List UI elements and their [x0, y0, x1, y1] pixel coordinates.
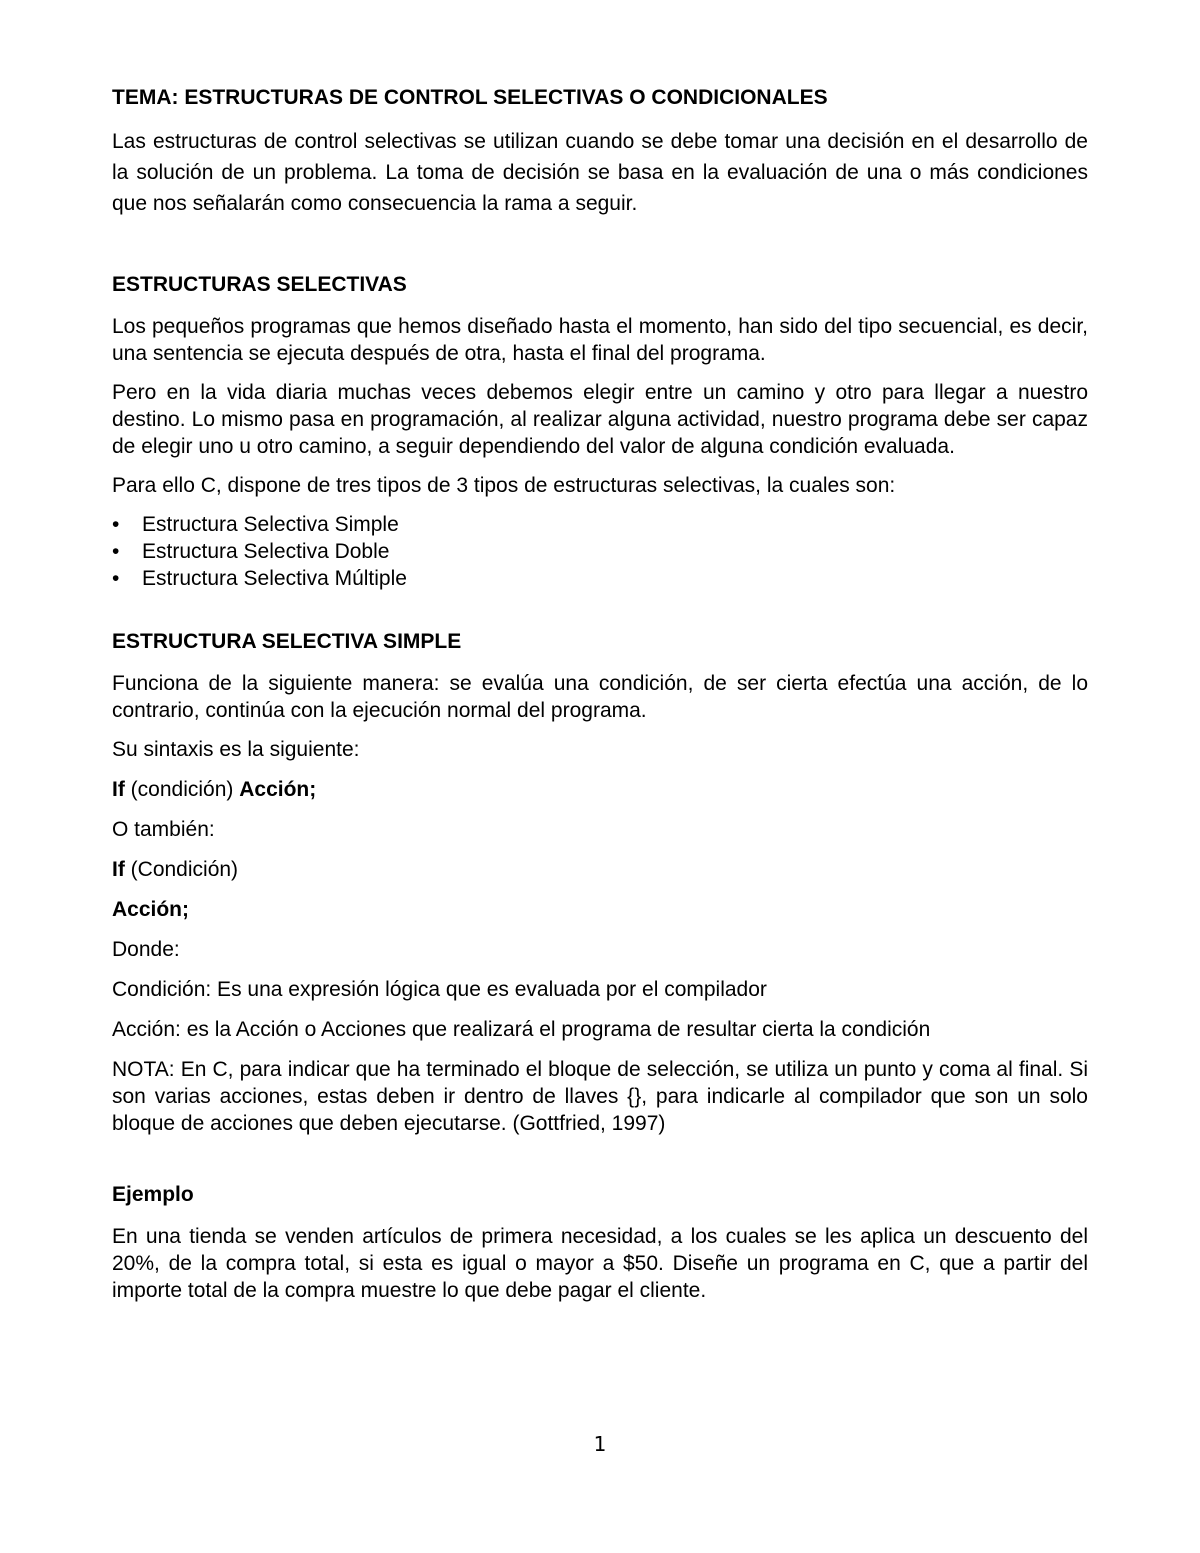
intro-paragraph: Las estructuras de control selectivas se utilizan cuando se debe tomar una decisión en el desarrollo de la solución de un problema. La toma de decisión se basa en la evaluación de una o más condiciones que nos señalarán como consecuencia la rama a seguir. — [112, 130, 1088, 215]
list-item — [112, 511, 1088, 538]
paragraph-donde: Donde: — [112, 938, 180, 961]
paragraph-funciona: Funciona de la siguiente manera: se evalúa una condición, de ser cierta efectúa una acción, de lo contrario, continúa con la ejecución normal del programa. — [112, 672, 1088, 722]
syntax-line-1 — [112, 776, 1088, 804]
syntax-keyword: If — [112, 778, 125, 801]
syntax-keyword: If — [112, 858, 125, 881]
syntax-action: Acción; — [239, 778, 317, 801]
list-item — [112, 538, 1088, 565]
paragraph-sintaxis: Su sintaxis es la siguiente: — [112, 738, 360, 761]
structure-types-list — [112, 511, 1088, 592]
section-heading-estructuras-selectivas: ESTRUCTURAS SELECTIVAS — [112, 273, 407, 296]
bullet-icon: • — [112, 567, 120, 590]
list-item-label: Estructura Selectiva Simple — [142, 513, 399, 536]
syntax-condition: (condición) — [124, 778, 240, 801]
list-item-label: Estructura Selectiva Doble — [142, 540, 390, 563]
paragraph-vida-diaria: Pero en la vida diaria muchas veces debemos elegir entre un camino y otro para llegar a nuestro destino. Lo mismo pasa en programación, al realizar alguna actividad, nuestro programa debe ser capaz de elegir uno u otro camino, a seguir dependiendo del valor de alguna condición evaluada. — [112, 381, 1088, 458]
list-item-label: Estructura Selectiva Múltiple — [142, 567, 407, 590]
spacer — [112, 1149, 1088, 1181]
section-heading-selectiva-simple: ESTRUCTURA SELECTIVA SIMPLE — [112, 630, 462, 653]
paragraph-tipos: Para ello C, dispone de tres tipos de 3 tipos de estructuras selectivas, la cuales son: — [112, 474, 896, 497]
paragraph-ejemplo: En una tienda se venden artículos de primera necesidad, a los cuales se les aplica un descuento del 20%, de la compra total, si esta es igual o mayor a $50. Diseñe un programa en C, que a partir del importe total de la compra muestre lo que debe pagar el cliente. — [112, 1225, 1088, 1302]
syntax-line-2 — [112, 856, 1088, 884]
document-page — [112, 84, 1088, 1316]
section-heading-ejemplo: Ejemplo — [112, 1183, 194, 1206]
definition-action: Acción: es la Acción o Acciones que realizará el programa de resultar cierta la condición — [112, 1018, 931, 1041]
document-title: TEMA: ESTRUCTURAS DE CONTROL SELECTIVAS O CONDICIONALES — [112, 86, 828, 109]
paragraph-secuencial: Los pequeños programas que hemos diseñado hasta el momento, han sido del tipo secuencial, es decir, una sentencia se ejecuta después de otra, hasta el final del programa. — [112, 315, 1088, 365]
spacer — [112, 231, 1088, 271]
definition-condition: Condición: Es una expresión lógica que es evaluada por el compilador — [112, 978, 767, 1001]
page-number: 1 — [593, 1432, 607, 1456]
paragraph-tambien: O también: — [112, 818, 215, 841]
list-item — [112, 565, 1088, 592]
bullet-icon: • — [112, 540, 120, 563]
syntax-condition: (Condición) — [124, 858, 239, 881]
paragraph-nota: NOTA: En C, para indicar que ha terminado el bloque de selección, se utiliza un punto y coma al final. Si son varias acciones, estas deben ir dentro de llaves {}, para indicarle al compilador que son un solo bloque de acciones que deben ejecutarse. (Gottfried, 1997) — [112, 1058, 1088, 1135]
syntax-action: Acción; — [112, 898, 190, 921]
syntax-line-3 — [112, 896, 1088, 924]
bullet-icon: • — [112, 513, 120, 536]
